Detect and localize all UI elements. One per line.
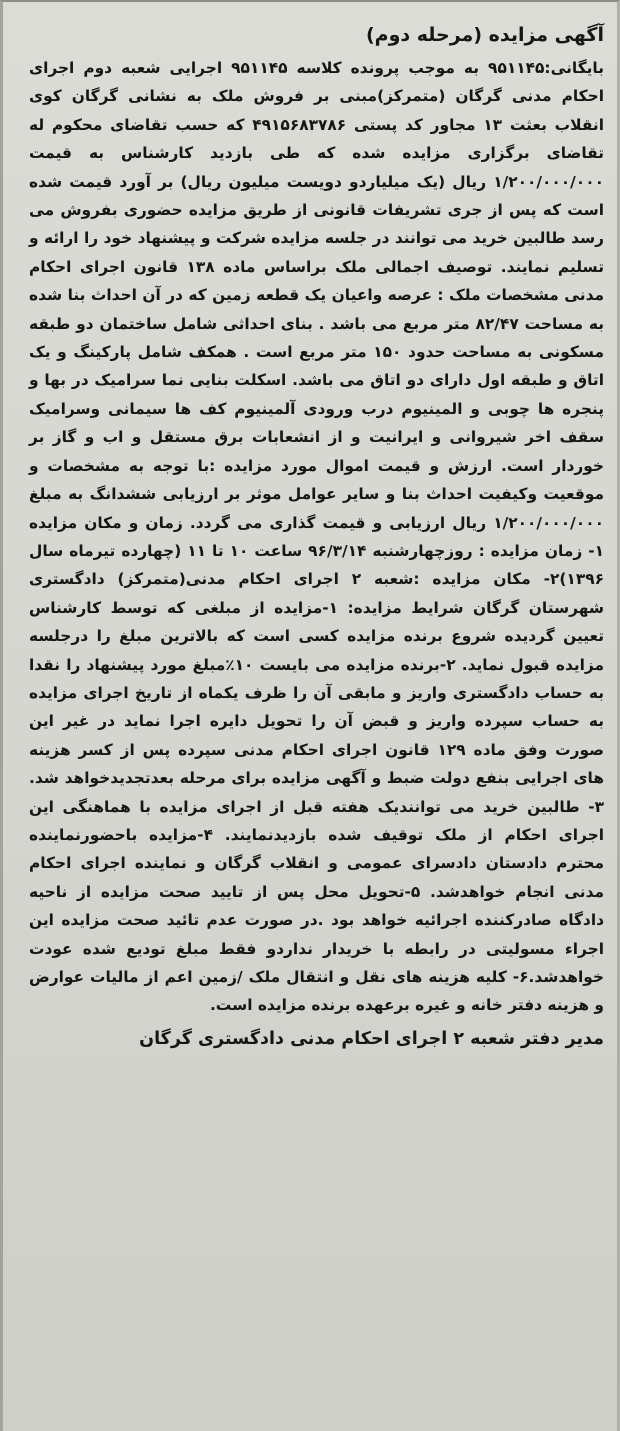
auction-notice: [29, 20, 604, 1054]
notice-signature: مدیر دفتر شعبه ۲ اجرای احکام مدنی دادگستری گرگان: [139, 1028, 604, 1049]
notice-title: آگهی مزایده (مرحله دوم): [365, 24, 604, 46]
notice-body: بایگانی:۹۵۱۱۴۵ به موجب پرونده کلاسه ۹۵۱۱۴۵ اجرایی شعبه دوم اجرای احکام مدنی گرگان (متمرکز)مبنی بر فروش ملک به نشانی گرگان کوی انقلاب بعثت ۱۳ مجاور کد پستی ۴۹۱۵۶۸۳۷۸۶ که حسب تقاضای محکوم له تقاضای برگزاری مزایده شده که طی بازدید کارشناس به قیمت ۱/۲۰۰/۰۰۰/۰۰۰ ریال (یک میلیاردو دویست میلیون ریال) بر آورد قیمت شده است که پس از جری تشریفات قانونی از طریق مزایده حضوری بفروش می رسد طالبین خرید می توانند در جلسه مزایده شرکت و پیشنهاد خود را ارائه و تسلیم نمایند. توصیف اجمالی ملک براساس ماده ۱۳۸ قانون اجرای احکام مدنی مشخصات ملک : عرصه واعیان یک قطعه زمین که در آن احداث بنا شده به مساحت ۸۲/۴۷ متر مربع می باشد . بنای احداثی شامل ساختمان دو طبقه مسکونی به مساحت حدود ۱۵۰ متر مربع است . همکف شامل پارکینگ و یک اتاق و طبقه اول دارای دو اتاق می باشد. اسکلت بنایی نما سرامیک در بها و پنجره ها چوبی و المینیوم درب ورودی آلمینیوم کف ها سیمانی وسرامیک سقف اخر شیروانی و ایرانیت و از انشعابات برق مستقل و اب و گاز بر خوردار است. ارزش و قیمت اموال مورد مزایده :با توجه به مشخصات و موقعیت وکیفیت احداث بنا و سایر عوامل موثر بر ارزیابی ششدانگ به مبلغ ۱/۲۰۰/۰۰۰/۰۰۰ ریال ارزیابی و قیمت گذاری می گردد. زمان و مکان مزایده ۱- زمان مزایده : روزچهارشنبه ۹۶/۳/۱۴ ساعت ۱۰ تا ۱۱ (چهارده تیرماه سال ۱۳۹۶)۲- مکان مزایده :شعبه ۲ اجرای احکام مدنی(متمرکز) دادگستری شهرستان گرگان شرایط مزایده: ۱-مزایده از مبلغی که توسط کارشناس تعیین گردیده شروع برنده مزایده کسی است که بالاترین مبلغ را درجلسه مزایده قبول نماید. ۲-برنده مزایده می بایست ۱۰٪مبلغ مورد پیشنهاد را نقدا به حساب دادگستری واریز و مابقی آن را ظرف یکماه از تاریخ اجرای مزایده به حساب سپرده واریز و قبض آن را تحویل دایره اجرا نماید در غیر این صورت وفق ماده ۱۲۹ قانون اجرای احکام مدنی سپرده پس از کسر هزینه های اجرایی بنفع دولت ضبط و آگهی مزایده برای مرحله بعدتجدیدخواهد شد. ۳- طالبین خرید می توانندیک هفته قبل از اجرای مزایده با هماهنگی این اجرای احکام از ملک توقیف شده بازدیدنمایند. ۴-مزایده باحضورنماینده محترم دادستان دادسرای عمومی و انقلاب گرگان و نماینده اجرای احکام مدنی انجام خواهدشد. ۵-تحویل محل پس از تایید صحت مزایده از ناحیه دادگاه صادرکننده اجرائیه خواهد بود .در صورت عدم تائید صحت مزایده این اجراء مسولیتی در رابطه با خریدار نداردو فقط مبلغ تودیع شده عودت خواهدشد.۶- کلیه هزینه های نقل و انتقال ملک /زمین اعم از مالیات عوارض و هزینه دفتر خانه و غیره برعهده برنده مزایده است.: [29, 59, 605, 1015]
